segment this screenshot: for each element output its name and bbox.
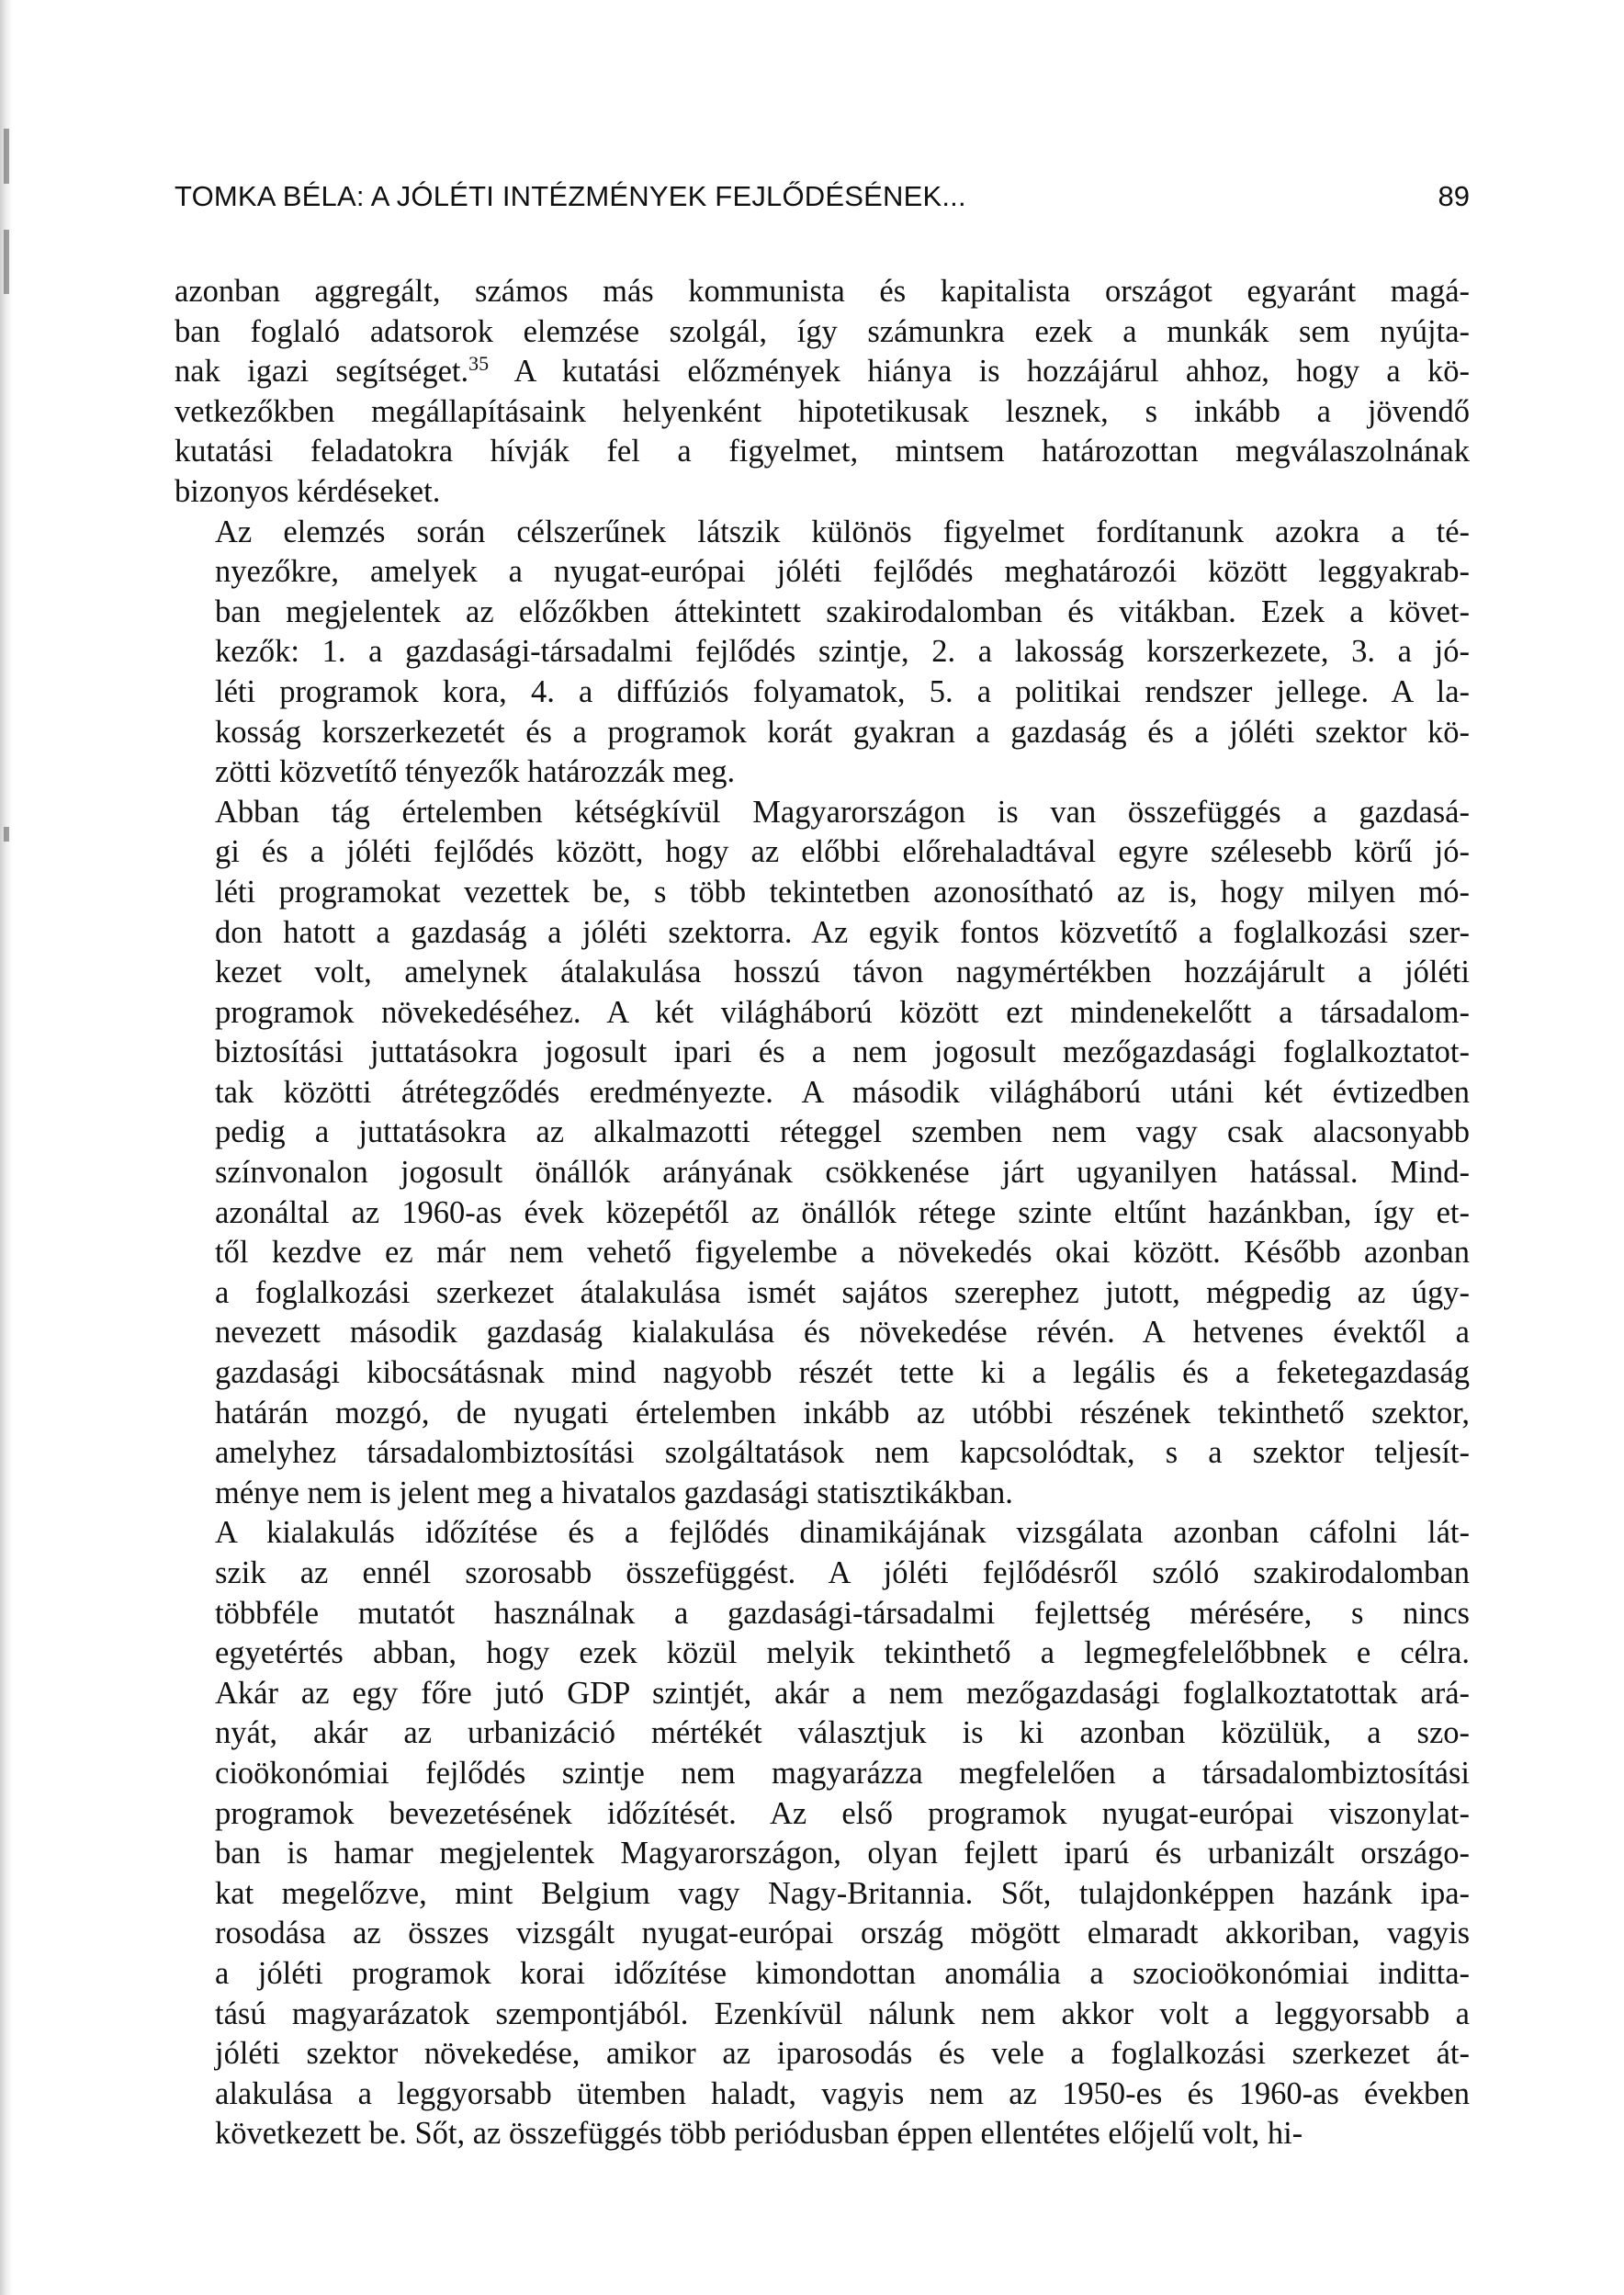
scan-artifact <box>4 129 9 184</box>
text-line: kat megelőzve, mint Belgium vagy Nagy-Britannia. Sőt, tulajdonképpen hazánk ipa- <box>215 1875 1470 1911</box>
text-line: pedig a juttatásokra az alkalmazotti réteggel szemben nem vagy csak alacsonyabb <box>215 1114 1470 1150</box>
text-line: gi és a jóléti fejlődés között, hogy az előbbi előrehaladtával egyre szélesebb körű jó- <box>215 834 1470 870</box>
text-line: azonban aggregált, számos más kommunista és kapitalista országot egyaránt magá- <box>175 274 1470 309</box>
text-line: don hatott a gazdaság a jóléti szektorra. Az egyik fontos közvetítő a foglalkozási szer- <box>215 914 1470 950</box>
text-line: Akár az egy főre jutó GDP szintjét, akár a nem mezőgazdasági foglalkoztatottak ará- <box>215 1675 1470 1711</box>
text-line: ban foglaló adatsorok elemzése szolgál, így számunkra ezek a munkák sem nyújta- <box>175 313 1470 349</box>
paragraph <box>175 1513 1470 2154</box>
text-line: programok növekedéséhez. A két világháború között ezt mindenekelőtt a társadalom- <box>215 994 1470 1030</box>
body-text <box>175 272 1470 2154</box>
text-line: léti programok kora, 4. a diffúziós folyamatok, 5. a politikai rendszer jellege. A la- <box>215 673 1470 709</box>
text-line: ban megjelentek az előzőkben áttekintett szakirodalomban és vitákban. Ezek a követ- <box>215 594 1470 629</box>
text-line: a foglalkozási szerkezet átalakulása ismét sajátos szerephez jutott, mégpedig az úgy- <box>215 1274 1470 1310</box>
scan-left-edge <box>0 0 13 2295</box>
text-line: rosodása az összes vizsgált nyugat-európai ország mögött elmaradt akkoriban, vagyis <box>215 1916 1470 1951</box>
text-line: nyezőkre, amelyek a nyugat-európai jóléti fejlődés meghatározói között leggyakrab- <box>215 554 1470 590</box>
text-line: tású magyarázatok szempontjából. Ezenkívül nálunk nem akkor volt a leggyorsabb a <box>215 1995 1470 2031</box>
page-number: 89 <box>1438 180 1470 212</box>
text-fragment: A kutatási előzmények hiánya is hozzájárul ahhoz, hogy a kö- <box>489 354 1470 390</box>
text-line: egyetértés abban, hogy ezek közül melyik tekinthető a legmegfelelőbbnek e célra. <box>215 1635 1470 1671</box>
text-line: Az elemzés során célszerűnek látszik különös figyelmet fordítanunk azokra a té- <box>215 514 1470 549</box>
text-line: vetkezőkben megállapításaink helyenként hipotetikusak lesznek, s inkább a jövendő <box>175 393 1470 429</box>
text-line: kosság korszerkezetét és a programok korát gyakran a gazdaság és a jóléti szektor kö- <box>215 714 1470 750</box>
text-line: kutatási feladatokra hívják fel a figyelmet, mintsem határozottan megválaszolnának <box>175 434 1470 469</box>
page-header <box>175 180 1470 222</box>
text-line: a jóléti programok korai időzítése kimondottan anomália a szocioökonómiai inditta- <box>215 1955 1470 1991</box>
text-line: kezet volt, amelynek átalakulása hosszú távon nagymértékben hozzájárult a jóléti <box>215 955 1470 990</box>
text-line: azonáltal az 1960-as évek közepétől az önállók rétege szinte eltűnt hazánkban, így et- <box>215 1194 1470 1230</box>
text-line: biztosítási juttatásokra jogosult ipari és a nem jogosult mezőgazdasági foglalkoztatot- <box>215 1034 1470 1070</box>
text-line: programok bevezetésének időzítését. Az első programok nyugat-európai viszonylat- <box>215 1795 1470 1831</box>
text-line: alakulása a leggyorsabb ütemben haladt, vagyis nem az 1950-es és 1960-as években <box>215 2075 1470 2111</box>
text-line: tak közötti átrétegződés eredményezte. A második világháború utáni két évtizedben <box>215 1074 1470 1110</box>
text-line: Abban tág értelemben kétségkívül Magyarországon is van összefüggés a gazdasá- <box>215 794 1470 830</box>
text-line: többféle mutatót használnak a gazdasági-társadalmi fejlettség mérésére, s nincs <box>215 1595 1470 1631</box>
text-line: cioökonómiai fejlődés szintje nem magyarázza megfelelően a társadalombiztosítási <box>215 1755 1470 1791</box>
text-line: határán mozgó, de nyugati értelemben inkább az utóbbi részének tekinthető szektor, <box>215 1395 1470 1430</box>
running-title: TOMKA BÉLA: A JÓLÉTI INTÉZMÉNYEK FEJLŐDÉSÉNEK... <box>175 180 966 212</box>
footnote-marker: 35 <box>468 352 490 376</box>
text-line: jóléti szektor növekedése, amikor az iparosodás és vele a foglalkozási szerkezet át- <box>215 2036 1470 2072</box>
text-line: következett be. Sőt, az összefüggés több periódusban éppen ellentétes előjelű volt, hi- <box>215 2116 1303 2152</box>
text-line: ménye nem is jelent meg a hivatalos gazdasági statisztikákban. <box>215 1475 1013 1510</box>
text-line: bizonyos kérdéseket. <box>175 473 441 509</box>
text-line: nyát, akár az urbanizáció mértékét választjuk is ki azonban közülük, a szo- <box>215 1715 1470 1751</box>
paragraph <box>175 793 1470 1514</box>
text-line: kezők: 1. a gazdasági-társadalmi fejlődés szintje, 2. a lakosság korszerkezete, 3. a jó- <box>215 634 1470 670</box>
text-line: től kezdve ez már nem vehető figyelembe a növekedés okai között. Később azonban <box>215 1235 1470 1271</box>
text-fragment: nak igazi segítséget. <box>175 354 469 390</box>
text-line: színvonalon jogosult önállók arányának csökkenése járt ugyanilyen hatással. Mind- <box>215 1155 1470 1191</box>
text-line: A kialakulás időzítése és a fejlődés dinamikájának vizsgálata azonban cáfolni lát- <box>215 1515 1470 1551</box>
paragraph <box>175 272 1470 513</box>
scan-artifact <box>4 230 9 294</box>
text-line: léti programokat vezettek be, s több tekintetben azonosítható az is, hogy milyen mó- <box>215 874 1470 910</box>
scan-artifact <box>4 827 9 842</box>
text-line: zötti közvetítő tényezők határozzák meg. <box>215 754 736 790</box>
paragraph <box>175 513 1470 793</box>
text-line: szik az ennél szorosabb összefüggést. A jóléti fejlődésről szóló szakirodalomban <box>215 1555 1470 1590</box>
text-line: nevezett második gazdaság kialakulása és növekedése révén. A hetvenes évektől a <box>215 1315 1470 1351</box>
text-line: ban is hamar megjelentek Magyarországon, olyan fejlett iparú és urbanizált országo- <box>215 1836 1470 1871</box>
text-line: gazdasági kibocsátásnak mind nagyobb részét tette ki a legális és a feketegazdaság <box>215 1355 1470 1391</box>
text-line: amelyhez társadalombiztosítási szolgáltatások nem kapcsolódtak, s a szektor teljesít- <box>215 1435 1470 1471</box>
text-line <box>175 352 1470 392</box>
